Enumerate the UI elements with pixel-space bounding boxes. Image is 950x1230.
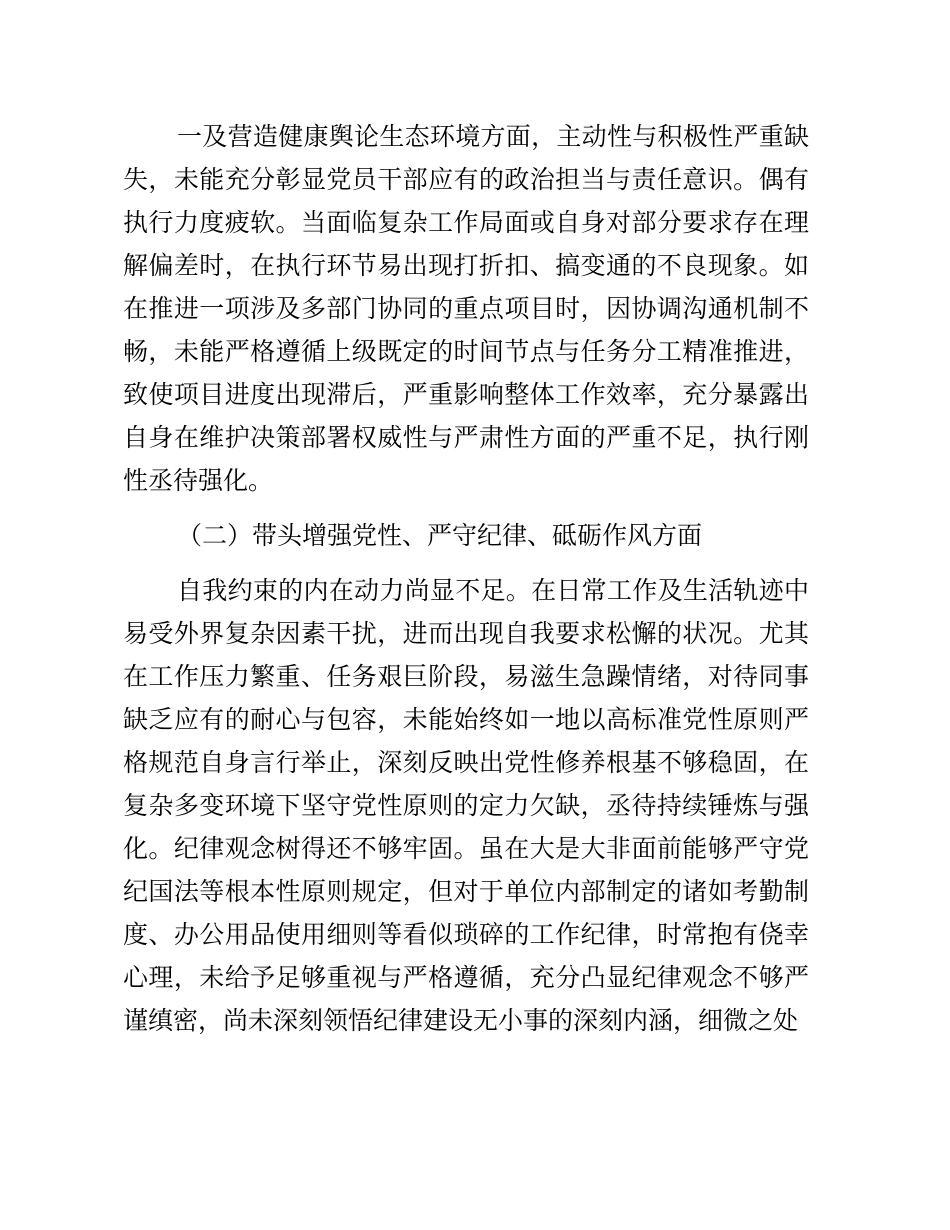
section-heading-2: （二）带头增强党性、严守纪律、砥砺作风方面 — [177, 522, 703, 550]
body-paragraph-1: 一及营造健康舆论生态环境方面，主动性与积极性严重缺失，未能充分彰显党员干部应有的政治担当与责任意识。偶有执行力度疲软。当面临复杂工作局面或自身对部分要求存在理解偏差时，在执行环节易出现打折扣、搞变通的不良现象。如在推进一项涉及多部门协同的重点项目时，因协调沟通机制不畅，未能严格遵循上级既定的时间节点与任务分工精准推进，致使项目进度出现滞后，严重影响整体工作效率，充分暴露出自身在维护决策部署权威性与严肃性方面的严重不足，执行刚性丞待强化。 — [123, 123, 809, 495]
body-paragraph-2: 自我约束的内在动力尚显不足。在日常工作及生活轨迹中易受外界复杂因素干扰，进而出现自我要求松懈的状况。尤其在工作压力繁重、任务艰巨阶段，易滋生急躁情绪，对待同事缺乏应有的耐心与包容，未能始终如一地以高标准党性原则严格规范自身言行举止，深刻反映出党性修养根基不够稳固，在复杂多变环境下坚守党性原则的定力欠缺，丞待持续锤炼与强化。纪律观念树得还不够牢固。虽在大是大非面前能够严守党纪国法等根本性原则规定，但对于单位内部制定的诸如考勤制度、办公用品使用细则等看似琐碎的工作纪律，时常抱有侥幸心理，未给予足够重视与严格遵循，充分凸显纪律观念不够严谨缜密，尚未深刻领悟纪律建设无小事的深刻内涵，细微之处 — [123, 577, 809, 1035]
document-content — [123, 116, 809, 1043]
